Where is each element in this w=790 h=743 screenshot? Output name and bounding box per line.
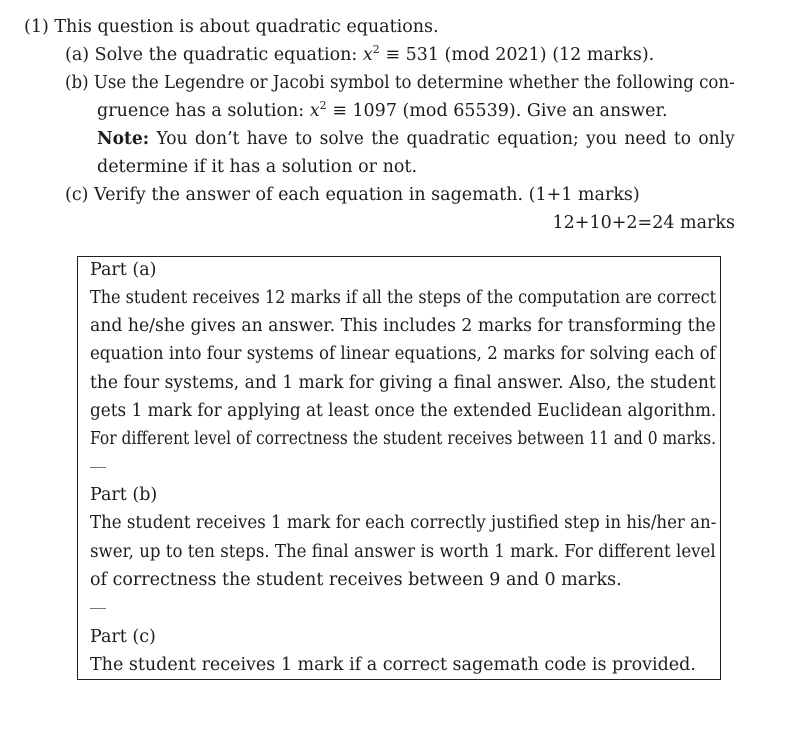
- rubric-part-b-line: swer, up to ten steps. The final answer is worth 1 mark. For different level: [90, 542, 716, 562]
- rubric-part-a-line: and he/she gives an answer. This includes 2 marks for transforming the: [90, 316, 716, 336]
- part-b-note-text: You don’t have to solve the quadratic equation; you need to only: [156, 129, 735, 149]
- rubric-part-b-line: The student receives 1 mark for each correctly justified step in his/her an-: [90, 513, 717, 533]
- part-b-equation: ≡ 1097 (mod 65539). Give an answer.: [332, 101, 668, 121]
- rubric-part-c-title: Part (c): [90, 627, 156, 647]
- part-b-prompt-line1: [65, 73, 735, 93]
- question-intro: This question is about quadratic equations.: [54, 17, 439, 37]
- part-a-equation: ≡ 531 (mod 2021) (12 marks).: [385, 45, 655, 65]
- part-a-prompt: [65, 45, 654, 65]
- part-b-prompt-line2: [97, 101, 668, 121]
- rubric-part-c-line: The student receives 1 mark if a correct sagemath code is provided.: [90, 655, 696, 675]
- part-b-text-line2: gruence has a solution:: [97, 101, 305, 121]
- part-b-text-line1: Use the Legendre or Jacobi symbol to determine whether the following con-: [93, 73, 735, 93]
- rubric-part-a-line: The student receives 12 marks if all the steps of the computation are correct: [90, 288, 717, 308]
- part-c-prompt: [65, 185, 640, 205]
- rubric-part-b-title: Part (b): [90, 485, 158, 505]
- rubric-part-a-line: gets 1 mark for applying at least once the extended Euclidean algorithm.: [90, 401, 717, 421]
- part-c-label: (c): [65, 185, 89, 205]
- rubric-part-b-line: of correctness the student receives between 9 and 0 marks.: [90, 570, 622, 590]
- question-heading: [24, 17, 439, 37]
- part-a-variable: x: [362, 45, 373, 65]
- total-marks: 12+10+2=24 marks: [552, 213, 735, 233]
- part-a-exponent: 2: [372, 43, 380, 57]
- part-a-text: Solve the quadratic equation:: [94, 45, 358, 65]
- question-number: (1): [24, 17, 49, 37]
- rubric-part-a-line: the four systems, and 1 mark for giving a final answer. Also, the student: [90, 373, 716, 393]
- part-b-label: (b): [65, 73, 89, 93]
- part-b-note-label: Note:: [97, 129, 150, 149]
- part-a-label: (a): [65, 45, 90, 65]
- rubric-part-a-line: equation into four systems of linear equations, 2 marks for solving each of: [90, 344, 716, 364]
- part-b-note: [97, 129, 735, 149]
- part-b-note-line2: [97, 157, 417, 177]
- part-b-variable: x: [309, 101, 320, 121]
- part-c-text: Verify the answer of each equation in sagemath. (1+1 marks): [94, 185, 640, 205]
- section-divider: [90, 608, 106, 609]
- rubric-part-a-title: Part (a): [90, 260, 157, 280]
- part-b-note-text-line2: determine if it has a solution or not.: [97, 157, 418, 177]
- part-b-exponent: 2: [319, 99, 327, 113]
- rubric-part-a-line: For different level of correctness the student receives between 11 and 0 marks.: [90, 429, 717, 449]
- marking-rubric-box: [77, 256, 721, 680]
- section-divider: [90, 467, 106, 468]
